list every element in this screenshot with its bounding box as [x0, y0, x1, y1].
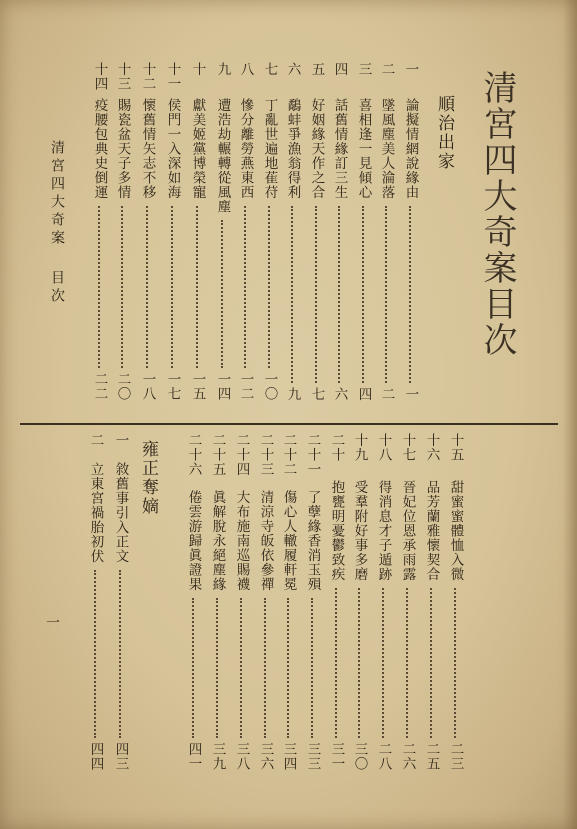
leader-dots: [240, 598, 242, 738]
era-heading-yongzheng: 雍正奪嫡: [138, 440, 158, 516]
entry-page-number: 一八: [139, 372, 156, 401]
entry-title: 清涼寺皈依參禪: [257, 490, 274, 592]
entry-page-number: 一〇: [261, 372, 278, 401]
entry-number: 十八: [375, 433, 392, 462]
entry-number: 十七: [399, 433, 416, 462]
entry-page-number: 二二: [91, 372, 108, 401]
era-heading-shunzhi: 順治出家: [434, 95, 454, 171]
leader-dots: [430, 588, 432, 738]
entry-number: 二: [378, 62, 395, 77]
entry-title: 話舊情緣訂三生: [331, 98, 348, 200]
entry-page-number: 一七: [164, 372, 181, 401]
entry-title: 晉妃位恩承雨露: [399, 480, 416, 582]
leader-dots: [406, 588, 408, 738]
entry-number: 二十三: [257, 433, 274, 477]
entry-page-number: 九: [284, 387, 301, 402]
entry-title: 遭浩劫輾轉從風塵: [214, 98, 231, 214]
sidebar-running-label: 目次: [49, 270, 65, 306]
entry-title: 品芳蘭雅懷契合: [423, 480, 440, 582]
entry-title: 得消息才子遁跡: [375, 480, 392, 582]
entry-number: 一: [402, 62, 419, 77]
entry-page-number: 三九: [209, 742, 226, 771]
entry-title: 喜相逢一見傾心: [355, 98, 372, 200]
sidebar-running-title: 清宮四大奇案: [49, 140, 65, 248]
entry-title: 侯門一入深如海: [164, 98, 181, 200]
section-divider: [20, 423, 558, 425]
entry-number: 二十一: [304, 433, 321, 477]
entry-page-number: 四四: [87, 742, 104, 771]
entry-number: 六: [284, 62, 301, 77]
entry-title: 丁亂世遍地萑苻: [261, 98, 278, 200]
entry-number: 二十六: [185, 433, 202, 477]
entry-number: 十四: [91, 62, 108, 91]
entry-number: 十三: [114, 62, 131, 91]
entry-number: 二十二: [280, 433, 297, 477]
entry-title: 眞解脫永絕塵緣: [209, 490, 226, 592]
entry-page-number: 三八: [233, 742, 250, 771]
leader-dots: [268, 206, 270, 368]
leader-dots: [454, 588, 456, 738]
leader-dots: [362, 206, 364, 383]
entry-title: 慘分離勞燕東西: [237, 98, 254, 200]
entry-title: 抱甕明憂鬱致疾: [328, 480, 345, 582]
entry-title: 傷心人轍履軒冕: [280, 490, 297, 592]
entry-page-number: 二八: [375, 742, 392, 771]
entry-page-number: 二五: [423, 742, 440, 771]
entry-number: 四: [331, 62, 348, 77]
leader-dots: [98, 206, 100, 368]
entry-number: 十: [189, 62, 206, 77]
entry-page-number: 四三: [112, 742, 129, 771]
leader-dots: [338, 206, 340, 383]
entry-page-number: 三三: [304, 742, 321, 771]
leader-dots: [291, 206, 293, 383]
entry-number: 十二: [139, 62, 156, 91]
entry-title: 倦雲游歸眞證果: [185, 490, 202, 592]
entry-number: 二: [87, 433, 104, 448]
entry-title: 立東宮禍胎初伏: [87, 462, 104, 564]
leader-dots: [119, 570, 121, 738]
leader-dots: [382, 588, 384, 738]
entry-title: 甜蜜蜜體恤入微: [447, 480, 464, 582]
leader-dots: [94, 570, 96, 738]
entry-page-number: 四一: [185, 742, 202, 771]
entry-number: 九: [214, 62, 231, 77]
leader-dots: [146, 206, 148, 368]
entry-title: 賜瓷盆天子多情: [114, 98, 131, 200]
leader-dots: [335, 588, 337, 738]
leader-dots: [287, 598, 289, 738]
entry-page-number: 二六: [399, 742, 416, 771]
entry-number: 七: [261, 62, 278, 77]
entry-page-number: 二〇: [114, 372, 131, 401]
entry-title: 了孽緣香消玉殞: [304, 490, 321, 592]
entry-number: 十一: [164, 62, 181, 91]
leader-dots: [171, 206, 173, 368]
book-title: 清宮四大奇案目次: [477, 70, 517, 358]
entry-number: 八: [237, 62, 254, 77]
entry-page-number: 二: [378, 387, 395, 402]
entry-page-number: 四: [355, 387, 372, 402]
entry-title: 論擬情網說緣由: [402, 98, 419, 200]
leader-dots: [192, 598, 194, 738]
leader-dots: [221, 220, 223, 368]
entry-number: 三: [355, 62, 372, 77]
entry-title: 墜風塵美人淪落: [378, 98, 395, 200]
entry-page-number: 一五: [189, 372, 206, 401]
page-number: 一: [44, 615, 60, 629]
leader-dots: [196, 206, 198, 368]
entry-page-number: 一: [402, 387, 419, 402]
entry-page-number: 三四: [280, 742, 297, 771]
entry-page-number: 一四: [214, 372, 231, 401]
entry-page-number: 一二: [237, 372, 254, 401]
entry-number: 二十五: [209, 433, 226, 477]
entry-title: 好姻緣天作之合: [308, 98, 325, 200]
entry-title: 敘舊事引入正文: [112, 462, 129, 564]
leader-dots: [358, 588, 360, 738]
leader-dots: [311, 598, 313, 738]
entry-title: 鷸蚌爭漁翁得利: [284, 98, 301, 200]
entry-title: 大布施南巡賜襪: [233, 490, 250, 592]
leader-dots: [244, 206, 246, 368]
entry-page-number: 六: [331, 387, 348, 402]
entry-number: 十六: [423, 433, 440, 462]
entry-page-number: 二三: [447, 742, 464, 771]
entry-title: 懷舊情矢志不移: [139, 98, 156, 200]
leader-dots: [409, 206, 411, 383]
entry-number: 十九: [351, 433, 368, 462]
entry-page-number: 三六: [257, 742, 274, 771]
entry-number: 二十: [328, 433, 345, 462]
leader-dots: [121, 206, 123, 368]
entry-number: 一: [112, 433, 129, 448]
leader-dots: [385, 206, 387, 383]
entry-number: 十五: [447, 433, 464, 462]
leader-dots: [216, 598, 218, 738]
leader-dots: [315, 206, 317, 383]
entry-page-number: 七: [308, 387, 325, 402]
entry-page-number: 三一: [328, 742, 345, 771]
entry-title: 受羣附好事多磨: [351, 480, 368, 582]
entry-number: 五: [308, 62, 325, 77]
entry-title: 獻美姬黨博榮寵: [189, 98, 206, 200]
entry-title: 疫腰包典史倒運: [91, 98, 108, 200]
entry-page-number: 三〇: [351, 742, 368, 771]
leader-dots: [264, 598, 266, 738]
entry-number: 二十四: [233, 433, 250, 477]
